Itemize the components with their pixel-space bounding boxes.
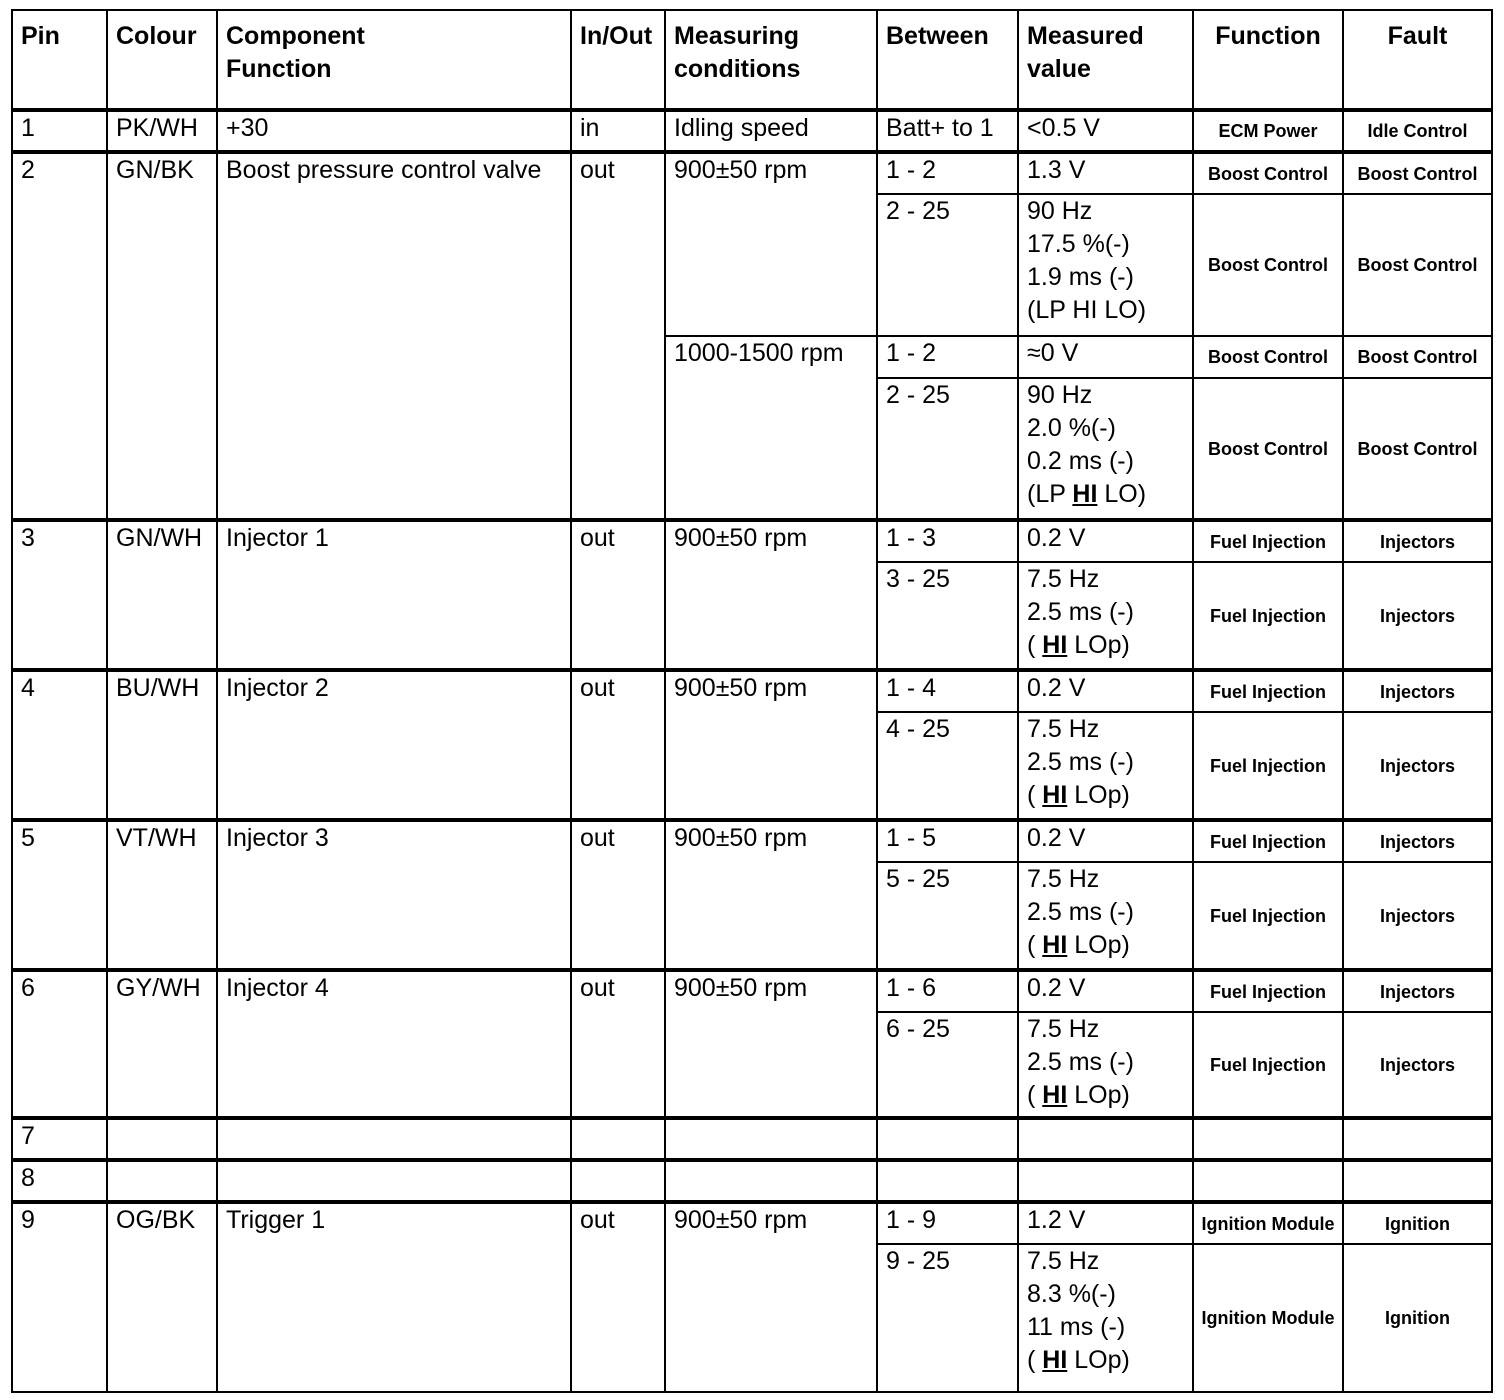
header-component: Component Function <box>217 10 571 110</box>
fault: Boost Control <box>1343 378 1492 520</box>
fault: Idle Control <box>1343 110 1492 152</box>
between: 3 - 25 <box>877 562 1018 670</box>
fault: Injectors <box>1343 520 1492 562</box>
measured-value: <0.5 V <box>1018 110 1193 152</box>
wire-colour <box>107 1118 217 1160</box>
component-function: Injector 3 <box>217 820 571 970</box>
function: Fuel Injection <box>1193 670 1343 712</box>
function: Fuel Injection <box>1193 1012 1343 1118</box>
component-function: Boost pressure control valve <box>217 152 571 520</box>
measured-value: 7.5 Hz 2.5 ms (-) ( HI LOp) <box>1018 712 1193 820</box>
between: 9 - 25 <box>877 1244 1018 1392</box>
table-row <box>12 820 1492 862</box>
in-out: out <box>571 820 665 970</box>
in-out: out <box>571 1202 665 1392</box>
pin-number: 7 <box>12 1118 107 1160</box>
function: Ignition Module <box>1193 1202 1343 1244</box>
fault: Boost Control <box>1343 152 1492 194</box>
in-out: out <box>571 520 665 670</box>
table-row <box>12 152 1492 194</box>
in-out <box>571 1118 665 1160</box>
between: Batt+ to 1 <box>877 110 1018 152</box>
component-function: +30 <box>217 110 571 152</box>
measured-value <box>1018 1160 1193 1202</box>
measured-value: 7.5 Hz 2.5 ms (-) ( HI LOp) <box>1018 562 1193 670</box>
pin-number: 6 <box>12 970 107 1118</box>
between: 1 - 2 <box>877 152 1018 194</box>
pin-number: 2 <box>12 152 107 520</box>
measured-value: 90 Hz 2.0 %(-) 0.2 ms (-) (LP HI LO) <box>1018 378 1193 520</box>
pin-number: 8 <box>12 1160 107 1202</box>
function: Fuel Injection <box>1193 520 1343 562</box>
header-measured: Measured value <box>1018 10 1193 110</box>
header-measuring: Measuring conditions <box>665 10 877 110</box>
function: Fuel Injection <box>1193 562 1343 670</box>
function <box>1193 1118 1343 1160</box>
measured-value: ≈0 V <box>1018 336 1193 378</box>
wire-colour: GY/WH <box>107 970 217 1118</box>
between: 2 - 25 <box>877 194 1018 336</box>
wire-colour: OG/BK <box>107 1202 217 1392</box>
function: Fuel Injection <box>1193 862 1343 970</box>
measured-value <box>1018 1118 1193 1160</box>
function: Fuel Injection <box>1193 820 1343 862</box>
between: 2 - 25 <box>877 378 1018 520</box>
pin-table <box>11 9 1493 1393</box>
component-function <box>217 1118 571 1160</box>
fault: Boost Control <box>1343 194 1492 336</box>
fault: Injectors <box>1343 712 1492 820</box>
measured-value: 1.3 V <box>1018 152 1193 194</box>
between: 1 - 2 <box>877 336 1018 378</box>
wire-colour: VT/WH <box>107 820 217 970</box>
function: Fuel Injection <box>1193 712 1343 820</box>
header-row <box>12 10 1492 110</box>
header-function: Function <box>1193 10 1343 110</box>
measured-value: 0.2 V <box>1018 820 1193 862</box>
fault: Injectors <box>1343 970 1492 1012</box>
between: 1 - 6 <box>877 970 1018 1012</box>
in-out: out <box>571 670 665 820</box>
measuring-condition: 900±50 rpm <box>665 1202 877 1392</box>
function: Ignition Module <box>1193 1244 1343 1392</box>
fault: Injectors <box>1343 820 1492 862</box>
measured-value: 7.5 Hz 2.5 ms (-) ( HI LOp) <box>1018 1012 1193 1118</box>
measuring-condition <box>665 1160 877 1202</box>
measuring-condition: 1000-1500 rpm <box>665 336 877 520</box>
measured-value: 7.5 Hz 2.5 ms (-) ( HI LOp) <box>1018 862 1193 970</box>
function: Boost Control <box>1193 152 1343 194</box>
measured-value: 0.2 V <box>1018 970 1193 1012</box>
in-out <box>571 1160 665 1202</box>
measured-value: 7.5 Hz 8.3 %(-) 11 ms (-) ( HI LOp) <box>1018 1244 1193 1392</box>
header-colour: Colour <box>107 10 217 110</box>
function: ECM Power <box>1193 110 1343 152</box>
fault: Ignition <box>1343 1244 1492 1392</box>
measuring-condition: 900±50 rpm <box>665 152 877 336</box>
measured-value: 1.2 V <box>1018 1202 1193 1244</box>
wire-colour <box>107 1160 217 1202</box>
table-row <box>12 520 1492 562</box>
between: 5 - 25 <box>877 862 1018 970</box>
fault: Boost Control <box>1343 336 1492 378</box>
fault: Injectors <box>1343 862 1492 970</box>
measuring-condition: 900±50 rpm <box>665 520 877 670</box>
between <box>877 1160 1018 1202</box>
fault: Injectors <box>1343 562 1492 670</box>
pin-number: 1 <box>12 110 107 152</box>
measuring-condition: 900±50 rpm <box>665 970 877 1118</box>
header-fault: Fault <box>1343 10 1492 110</box>
between: 1 - 3 <box>877 520 1018 562</box>
wire-colour: GN/WH <box>107 520 217 670</box>
measuring-condition <box>665 1118 877 1160</box>
function: Fuel Injection <box>1193 970 1343 1012</box>
measured-value: 90 Hz 17.5 %(-) 1.9 ms (-) (LP HI LO) <box>1018 194 1193 336</box>
component-function: Trigger 1 <box>217 1202 571 1392</box>
measuring-condition: 900±50 rpm <box>665 820 877 970</box>
component-function: Injector 4 <box>217 970 571 1118</box>
component-function <box>217 1160 571 1202</box>
measured-value: 0.2 V <box>1018 670 1193 712</box>
in-out: out <box>571 970 665 1118</box>
in-out: in <box>571 110 665 152</box>
table-row <box>12 970 1492 1012</box>
table-row <box>12 670 1492 712</box>
function: Boost Control <box>1193 194 1343 336</box>
between: 1 - 4 <box>877 670 1018 712</box>
pin-number: 5 <box>12 820 107 970</box>
fault: Injectors <box>1343 670 1492 712</box>
measured-value: 0.2 V <box>1018 520 1193 562</box>
measuring-condition: Idling speed <box>665 110 877 152</box>
header-pin: Pin <box>12 10 107 110</box>
in-out: out <box>571 152 665 520</box>
between: 4 - 25 <box>877 712 1018 820</box>
component-function: Injector 1 <box>217 520 571 670</box>
fault <box>1343 1118 1492 1160</box>
header-between: Between <box>877 10 1018 110</box>
header-inout: In/Out <box>571 10 665 110</box>
wire-colour: GN/BK <box>107 152 217 520</box>
fault: Injectors <box>1343 1012 1492 1118</box>
function <box>1193 1160 1343 1202</box>
between: 1 - 5 <box>877 820 1018 862</box>
component-function: Injector 2 <box>217 670 571 820</box>
fault <box>1343 1160 1492 1202</box>
table-row <box>12 1118 1492 1160</box>
measuring-condition: 900±50 rpm <box>665 670 877 820</box>
wire-colour: PK/WH <box>107 110 217 152</box>
table-row <box>12 110 1492 152</box>
wire-colour: BU/WH <box>107 670 217 820</box>
between: 6 - 25 <box>877 1012 1018 1118</box>
pin-number: 9 <box>12 1202 107 1392</box>
function: Boost Control <box>1193 336 1343 378</box>
pin-number: 4 <box>12 670 107 820</box>
function: Boost Control <box>1193 378 1343 520</box>
pin-number: 3 <box>12 520 107 670</box>
between <box>877 1118 1018 1160</box>
table-row <box>12 1202 1492 1244</box>
fault: Ignition <box>1343 1202 1492 1244</box>
table-row <box>12 1160 1492 1202</box>
between: 1 - 9 <box>877 1202 1018 1244</box>
